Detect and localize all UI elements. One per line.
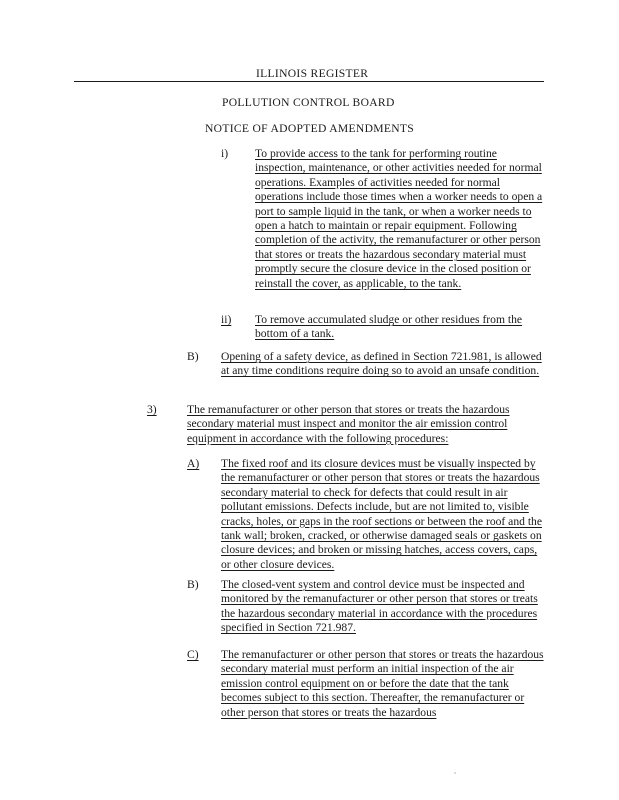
item-C-text: The remanufacturer or other person that stores or treats the hazardous secondary material must perform an initial inspection of the air emission control equipment on or before the date that the tank becomes subject to this section. Thereafter, the remanufacturer or other person that stores or treats the hazardous: [221, 648, 544, 719]
item-B1-text: Opening of a safety device, as defined in Section 721.981, is allowed at any time conditions require doing so to avoid an unsafe condition.: [221, 350, 542, 378]
item-A-text: The fixed roof and its closure devices must be visually inspected by the remanufacturer or other person that stores or treats the hazardous secondary material to check for defects that could result in air pollutant emissions. Defects include, but are not limited to, visible cracks, holes, or gaps in the roof sections or between the roof and the tank wall; broken, cracked, or otherwise damaged seals or gaskets on closure devices; and broken or missing hatches, access covers, caps, or other closure devices.: [221, 457, 542, 571]
item-i-label: i): [221, 147, 229, 160]
item-B1-label: B): [187, 350, 199, 363]
notice-title: NOTICE OF ADOPTED AMENDMENTS: [205, 122, 415, 135]
item-ii-text: To remove accumulated sludge or other residues from the bottom of a tank.: [255, 313, 523, 341]
item-3-label: 3): [147, 403, 157, 416]
item-C-label: C): [187, 648, 199, 661]
item-3-text: The remanufacturer or other person that stores or treats the hazardous secondary material must inspect and monitor the air emission control equipment in accordance with the following procedures:: [187, 403, 510, 445]
item-A-label: A): [187, 457, 200, 470]
scan-speck: [454, 772, 456, 774]
header-rule: [74, 81, 544, 82]
register-title: ILLINOIS REGISTER: [256, 67, 369, 80]
board-name: POLLUTION CONTROL BOARD: [222, 96, 395, 109]
item-i-text: To provide access to the tank for performing routine inspection, maintenance, or other activities needed for normal operations. Examples of activities needed for normal operations include those times when a worker needs to open a port to sample liquid in the tank, or when a worker needs to open a hatch to maintain or repair equipment. Following completion of the activity, the remanufacturer or other person that stores or treats the hazardous secondary material must promptly secure the closure device in the closed position or reinstall the cover, as applicable, to the tank.: [255, 147, 543, 290]
item-B2-label: B): [187, 578, 199, 591]
item-ii-label: ii): [221, 313, 232, 326]
item-B2-text: The closed-vent system and control device must be inspected and monitored by the remanufacturer or other person that stores or treats the hazardous secondary material in accordance with the procedures specified in Section 721.987.: [221, 578, 538, 635]
